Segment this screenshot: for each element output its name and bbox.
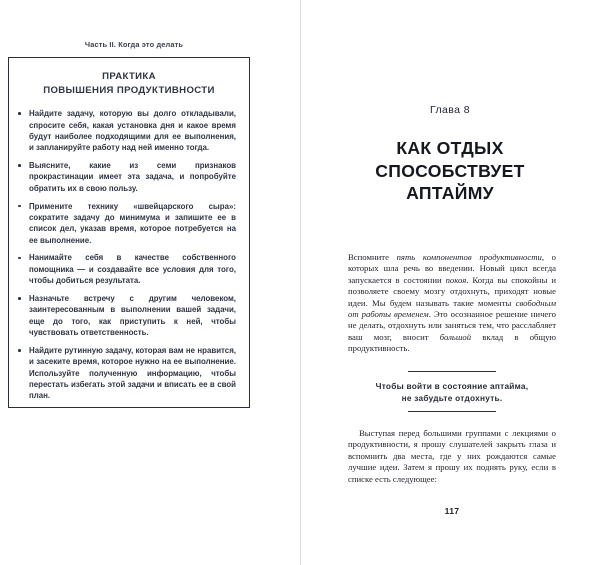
- list-item-text: Нанимайте себя в качестве собственного помощника — и создавайте все условия для того, чтобы добиться результата.: [29, 253, 236, 286]
- body-column-bottom: [348, 428, 556, 485]
- bullet-dot-icon: [18, 205, 21, 208]
- body-column-top: [348, 252, 556, 355]
- bullet-dot-icon: [18, 112, 21, 115]
- paragraph-1-italic-1: пять компонентов продуктивности: [396, 252, 542, 262]
- list-item: [17, 108, 236, 153]
- practice-box-title: [23, 70, 235, 97]
- body-paragraph-2: Выступая перед большими группами с лекциями о продуктивности, я прошу слушателей закрыть глаза и вспомнить два места, где у них рождаются самые лучшие идеи. Затем я прошу их поднять руку, если в списке есть следующее:: [348, 428, 556, 484]
- chapter-label: Глава 8: [430, 104, 470, 116]
- chapter-title-line-2: СПОСОБСТВУЕТ: [375, 160, 525, 181]
- paragraph-1-italic-2: покоя: [445, 274, 467, 285]
- page-number: 117: [444, 506, 460, 516]
- practice-callout-box: [8, 57, 250, 408]
- page-title: [335, 137, 565, 205]
- pull-quote-rule-top: [408, 371, 496, 372]
- bullet-dot-icon: [18, 257, 21, 260]
- list-item-text: Назначьте встречу с другим человеком, заинтересованным в выполнении вашей задачи, еще до того, как приступить к ней, чтобы чувствовать ответственность.: [29, 294, 236, 338]
- list-item-text: Выясните, какие из семи признаков прокрастинации имеет эта задача, и попробуйте обратить их в свою пользу.: [29, 161, 236, 193]
- list-item-text: Найдите рутинную задачу, которая вам не нравится, и засеките время, которое нужно на ее выполнение. Используйте полученную информацию, чтобы перестать избегать этой задачи и вписать ее в свой план.: [29, 345, 236, 401]
- chapter-title-line-3: АПТАЙМУ: [406, 183, 494, 203]
- pull-quote-rule-bottom: [408, 411, 496, 412]
- list-item: [17, 252, 236, 286]
- practice-box-title-line-2: ПОВЫШЕНИЯ ПРОДУКТИВНОСТИ: [43, 84, 215, 96]
- list-item-text: Найдите задачу, которую вы долго откладывали, спросите себя, какая установка дня и какое время будут наиболее подходящими для ее выполнения, и запланируйте работу над ней именно тогда.: [29, 109, 236, 153]
- paragraph-1-italic-4: большой: [439, 331, 472, 342]
- practice-bullet-list: [9, 108, 249, 401]
- pull-quote-line-2: не забудьте отдохнуть.: [401, 393, 503, 404]
- bullet-dot-icon: [18, 297, 21, 300]
- paragraph-1-part-4: . Это осознанное решение ничего не делать, отдохнуть или заняться тем, что расслабляет ваш мозг, вносит: [348, 309, 556, 342]
- paragraph-1-part-2: , о которых шла речь во введении. Новый цикл всегда запускается в состоянии: [348, 252, 557, 285]
- chapter-title-line-1: КАК ОТДЫХ: [396, 138, 504, 158]
- running-header: Часть II. Когда это делать: [84, 40, 184, 49]
- paragraph-1-italic-3: свободным от работы временем: [348, 297, 556, 320]
- practice-box-title-line-1: ПРАКТИКА: [102, 71, 156, 82]
- pull-quote: [348, 371, 556, 412]
- paragraph-1-part-5: вклад в общую продуктивность.: [348, 331, 556, 354]
- bullet-dot-icon: [18, 349, 21, 352]
- list-item: [17, 160, 236, 194]
- right-page: [300, 0, 600, 565]
- paragraph-1-part-3: . Когда вы спокойны и позволяете своему мозгу отдохнуть, приходят новые идеи. Мы будем называть такие моменты: [348, 274, 556, 308]
- body-paragraph-1: [348, 252, 556, 355]
- list-item: [17, 293, 236, 338]
- list-item: [17, 201, 236, 246]
- bullet-dot-icon: [18, 164, 21, 167]
- list-item: [17, 345, 236, 402]
- pull-quote-text: [348, 380, 556, 404]
- list-item-text: Примените технику «швейцарского сыра»: сократите задачу до минимума и запишите ее в список дел, указав время, которое потребуется на ее выполнение.: [29, 201, 236, 245]
- paragraph-1-part-1: Вспомните: [348, 252, 397, 262]
- pull-quote-line-1: Чтобы войти в состояние аптайма,: [375, 381, 529, 391]
